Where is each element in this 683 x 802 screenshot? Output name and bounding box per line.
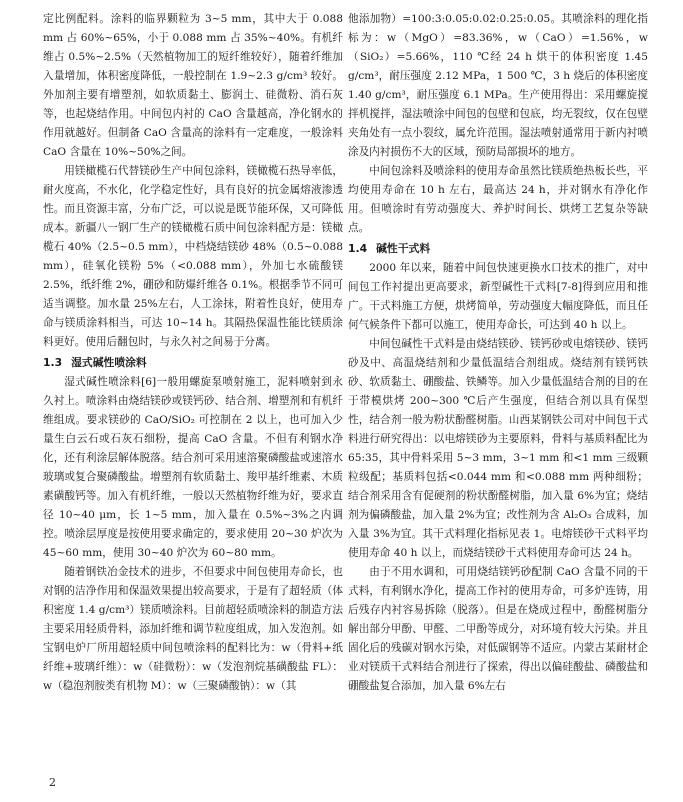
left-column bbox=[43, 10, 343, 770]
section-number: 1.3 bbox=[43, 356, 63, 369]
left-paragraph-4: 随着钢铁冶金技术的进步，不但要求中间包使用寿命长，也对钢的洁净作用和保温效果提出较高要求，于是有了超轻质（体积密度 1.4 g/cm³）镁质喷涂料。目前超轻质喷涂料的制造方法主要采用轻质骨料，添加纤维和调节粒度组成，加入发泡剂。如宝钢电炉厂所用超轻质中间包喷涂料的配料比为：w（骨料+纸纤维+玻璃纤维）：w（硅微粉）：w（发泡剂烷基磺酸盐 FL）：w（稳泡剂胺类有机物 M）：w（三聚磷酸钠）：w（其 bbox=[43, 566, 343, 692]
section-title: 湿式碱性喷涂料 bbox=[71, 356, 147, 369]
section-title: 碱性干式料 bbox=[376, 242, 431, 255]
right-paragraph-5: 由于不用水调和，可用烧结镁钙砂配制 CaO 含量不同的干式料，有利钢水净化，提高工作衬的使用寿命，可多炉连铸，用后残存内衬容易拆除（脱落）。但是在烧成过程中，酚醛树脂分解出部分甲酚、甲醛、二甲酚等成分，对环境有较大污染。并且固化后的残碳对钢水污染，对低碳钢等不适应。内蒙古某耐材企业对镁质干式料结合剂进行了探索，得出以偏硅酸盐、磷酸盐和硼酸盐复合添加，加入量 6%左右 bbox=[348, 566, 648, 692]
right-paragraph-1: 他添加物）=100:3:0.05:0.02:0.25:0.05。其喷涂料的理化指标为：w（MgO）=83.36%，w（CaO）=1.56%，w（SiO₂）=5.66%，110 ℃经 24 h 烘干的体积密度 1.45 g/cm³，耐压强度 2.12 MPa，1 500 ℃，3 h 烧后的体积密度 1.40 g/cm³，耐压强度 6.1 MPa。生产使用得出：采用螺旋搅拌机搅拌，湿法喷涂中间包的包壁和包底，均无裂纹，仅在包壁夹角处有一点小裂纹，属允许范围。湿法喷射通常用于新内衬喷涂及内衬损伤不大的区域，预防局部损坏的地方。 bbox=[348, 13, 648, 158]
left-paragraph-2: 用镁橄榄石代替镁砂生产中间包涂料，镁橄榄石热导率低，耐火度高，不水化，化学稳定性好，具有良好的抗金属熔液渗透性。而且资源丰富，分布广泛，可以说是既节能环保，又可降低成本。新疆八一钢厂生产的镁橄榄石质中间包涂料配方是：镁橄榄石 40%（2.5~0.5 mm），中档烧结镁砂 48%（0.5~0.088 mm），硅氧化镁粉 5%（<0.088 mm），外加七水硫酸镁 2.5%，纸纤维 2%，硼砂和防爆纤维各 0.1%。根据季节不同可适当调整。加水量 25%左右，人工涂抹，附着性良好，使用寿命与镁质涂料相当，可达 10~14 h。其隔热保温性能比镁质涂料更好。使用后翻包时，与永久衬之间易于分离。 bbox=[43, 165, 343, 348]
section-heading-1-3 bbox=[43, 353, 343, 372]
right-paragraph-4: 中间包碱性干式料是由烧结镁砂、镁钙砂或电熔镁砂、镁钙砂及中、高温烧结剂和少量低温结合剂组成。烧结剂有镁钙铁砂、软质黏土、硼酸盐、铁鳞等。加入少量低温结合剂的目的在于带模烘烤 200~300 ℃后产生强度，但结合剂以具有保型性，结合剂一般为粉状酚醛树脂。山西某钢铁公司对中间包干式料进行研究得出：以电熔镁砂为主要原料，骨料与基质料配比为 65:35，其中骨料采用 5~3 mm，3~1 mm 和<1 mm 三级颗粒级配；基质料包括<0.044 mm 和<0.088 mm 两种细粉；结合剂采用含有促硬剂的粉状酚醛树脂，加入量 6%为宜；烧结剂为偏磷酸盐，加入量 2%为宜；改性剂为含 Al₂O₃ 合成料，加入量 3%为宜。其干式料理化指标见表 1。电熔镁砂干式料平均使用寿命 40 h 以上，而烧结镁砂干式料使用寿命可达 24 h。 bbox=[348, 338, 648, 559]
right-paragraph-2: 中间包涂料及喷涂料的使用寿命虽然比镁质绝热板长些，平均使用寿命在 10 h 左右，最高达 24 h，并对钢水有净化作用。但喷涂时有劳动强度大、养护时间长、烘烤工艺复杂等缺点。 bbox=[348, 165, 648, 234]
page-number: 2 bbox=[49, 776, 56, 789]
left-paragraph-3: 湿式碱性喷涂料[6]一般用螺旋泵喷射施工，泥料喷射到永久衬上。喷涂料由烧结镁砂或镁钙砂、结合剂、增塑剂和有机纤维组成。要求镁砂的 CaO/SiO₂ 可控制在 2 以上，也可加入少量生白云石或石灰石细粉，提高 CaO 含量。不但有利钢水净化，还有利涂层解体脱落。结合剂可采用速溶聚磷酸盐或速溶水玻璃或复合聚磷酸盐。增塑剂有软质黏土、羧甲基纤维素、木质素磺酸钙等。加入有机纤维，一般以天然植物纤维为好，要求直径 10~40 μm，长 1~5 mm，加入量在 0.5%~3%之内调控。喷涂层厚度是按使用要求确定的，要求使用 20~30 炉次为 45~60 mm，使用 30~40 炉次为 60~80 mm。 bbox=[43, 376, 343, 559]
section-number: 1.4 bbox=[348, 242, 368, 255]
right-paragraph-3: 2000 年以来，随着中间包快速更换水口技术的推广，对中间包工作衬提出更高要求，新型碱性干式料[7-8]得到应用和推广。干式料施工方便，烘烤简单，劳动强度大幅度降低，而且任何气候条件下都可以施工，使用寿命长，可达到 40 h 以上。 bbox=[348, 262, 648, 331]
right-column bbox=[348, 10, 648, 770]
section-heading-1-4 bbox=[348, 239, 648, 258]
left-paragraph-1: 定比例配料。涂料的临界颗粒为 3~5 mm，其中大于 0.088 mm 占 60%~65%，小于 0.088 mm 占 35%~40%。有机纤维占 0.5%~2.5%（天然植物加工的短纤维较好），随着纤维加入量增加，体积密度降低，一般控制在 1.9~2.3 g/cm³ 较好。外加剂主要有增塑剂，如软质黏土、膨润土、硅微粉、消石灰等，也起烧结作用。中间包内衬的 CaO 含量越高，净化钢水的作用就越好。但制备 CaO 含量高的涂料有一定难度，一般涂料 CaO 含量在 10%~50%之间。 bbox=[43, 13, 343, 158]
